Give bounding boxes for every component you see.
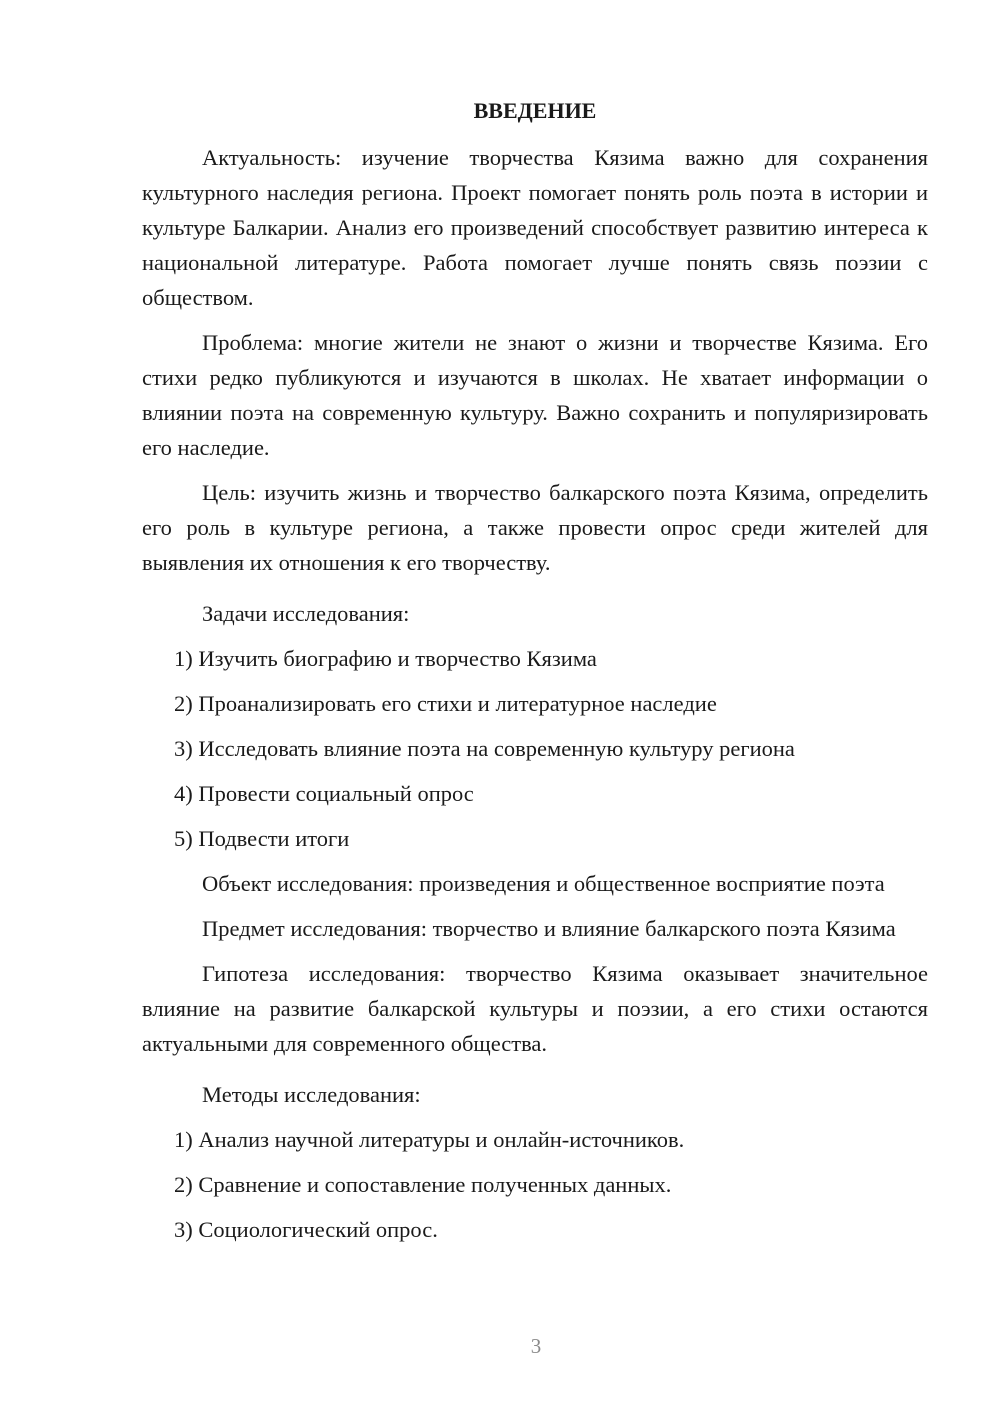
task-item: 2) Проанализировать его стихи и литературное наследие — [174, 691, 717, 716]
method-item: 2) Сравнение и сопоставление полученных данных. — [174, 1172, 672, 1197]
task-item: 1) Изучить биографию и творчество Кязима — [174, 646, 597, 671]
task-item: 4) Провести социальный опрос — [174, 781, 474, 806]
method-item: 3) Социологический опрос. — [174, 1217, 438, 1242]
task-item: 5) Подвести итоги — [174, 826, 350, 851]
problem-paragraph: Проблема: многие жители не знают о жизни и творчестве Кязима. Его стихи редко публикуются и изучаются в школах. Не хватает информации о влиянии поэта на современную культуру. Важно сохранить и популяризировать его наследие. — [142, 330, 928, 460]
document-page — [142, 96, 928, 1247]
subject-paragraph: Предмет исследования: творчество и влияние балкарского поэта Кязима — [202, 916, 896, 941]
method-item: 1) Анализ научной литературы и онлайн-источников. — [174, 1127, 685, 1152]
methods-label: Методы исследования: — [202, 1082, 421, 1107]
relevance-paragraph: Актуальность: изучение творчества Кязима важно для сохранения культурного наследия региона. Проект помогает понять роль поэта в истории и культуре Балкарии. Анализ его произведений способствует развитию интереса к национальной литературе. Работа помогает лучше понять связь поэзии с обществом. — [142, 145, 928, 310]
tasks-label: Задачи исследования: — [202, 601, 410, 626]
section-title: ВВЕДЕНИЕ — [473, 98, 597, 123]
object-paragraph: Объект исследования: произведения и общественное восприятие поэта — [202, 871, 885, 896]
goal-paragraph: Цель: изучить жизнь и творчество балкарского поэта Кязима, определить его роль в культуре региона, а также провести опрос среди жителей для выявления их отношения к его творчеству. — [142, 480, 928, 575]
task-item: 3) Исследовать влияние поэта на современную культуру региона — [174, 736, 795, 761]
hypothesis-paragraph: Гипотеза исследования: творчество Кязима оказывает значительное влияние на развитие балкарской культуры и поэзии, а его стихи остаются актуальными для современного общества. — [142, 961, 928, 1056]
page-number: 3 — [530, 1334, 542, 1358]
